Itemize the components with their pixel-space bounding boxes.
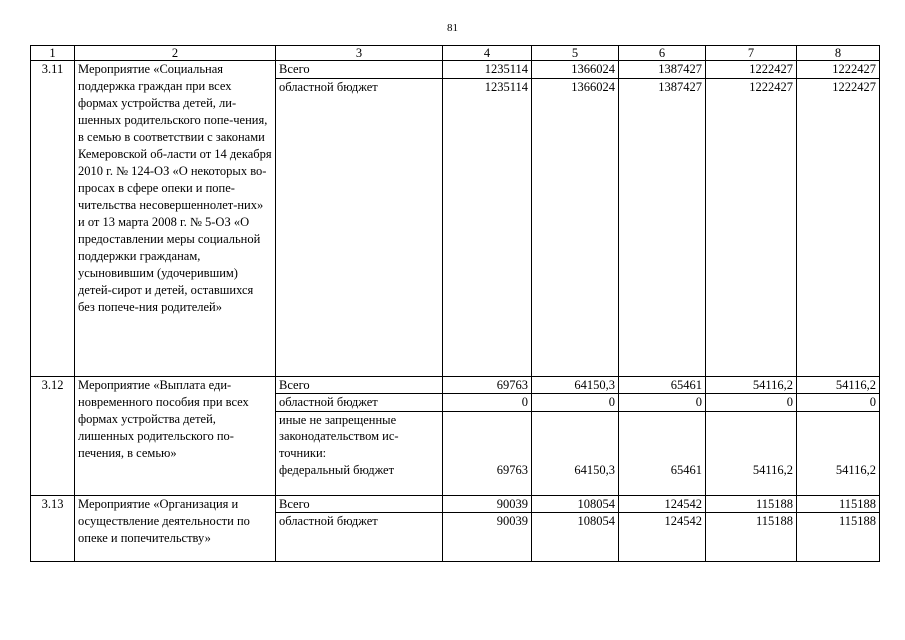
column-header: 1 xyxy=(31,46,75,61)
table-cell: 0 xyxy=(619,394,706,412)
source-name: Всего xyxy=(276,495,443,513)
row-id: 3.11 xyxy=(31,61,75,377)
source-name: федеральный бюджет xyxy=(276,462,443,495)
table-row xyxy=(31,61,880,79)
source-name: областной бюджет xyxy=(276,78,443,376)
table-cell: 1235114 xyxy=(443,78,532,376)
row-description: Мероприятие «Выплата еди-новременного пособия при всех формах устройства детей, лишенных родительского по-печения, в семью» xyxy=(75,376,276,495)
column-header: 6 xyxy=(619,46,706,61)
table-cell: 1222427 xyxy=(797,78,880,376)
table-cell: 54116,2 xyxy=(797,376,880,394)
column-header: 8 xyxy=(797,46,880,61)
table-cell: 54116,2 xyxy=(706,376,797,394)
table-cell: 115188 xyxy=(706,495,797,513)
row-id: 3.13 xyxy=(31,495,75,562)
row-description: Мероприятие «Организация и осуществление деятельности по опеке и попечительству» xyxy=(75,495,276,562)
table-cell: 64150,3 xyxy=(532,376,619,394)
table-cell: 65461 xyxy=(619,376,706,394)
table-cell: 1222427 xyxy=(797,61,880,79)
table-cell: 54116,2 xyxy=(797,462,880,495)
table-cell: 115188 xyxy=(706,513,797,562)
table-cell xyxy=(706,411,797,462)
column-header: 3 xyxy=(276,46,443,61)
table-cell: 54116,2 xyxy=(706,462,797,495)
header-row xyxy=(31,46,880,61)
row-id: 3.12 xyxy=(31,376,75,495)
source-name: иные не запрещенные законодательством ис-точники: xyxy=(276,411,443,462)
table-cell: 108054 xyxy=(532,513,619,562)
source-name: Всего xyxy=(276,376,443,394)
table-cell: 124542 xyxy=(619,495,706,513)
row-description: Мероприятие «Социальная поддержка граждан при всех формах устройства детей, ли-шенных родительского попе-чения, в семью в соответствии с законами Кемеровской об-ласти от 14 декабря 2010 г. № 124-ОЗ «О некоторых во-просах в сфере опеки и попе-чительства несовершеннолет-них» и от 13 марта 2008 г. № 5-ОЗ «О предоставлении меры социальной поддержки гражданам, усыновившим (удочерившим) детей-сирот и детей, оставшихся без попече-ния родителей» xyxy=(75,61,276,377)
table-cell: 69763 xyxy=(443,376,532,394)
column-header: 7 xyxy=(706,46,797,61)
table-cell xyxy=(797,411,880,462)
table-cell: 90039 xyxy=(443,495,532,513)
table-cell: 0 xyxy=(443,394,532,412)
table-cell: 108054 xyxy=(532,495,619,513)
table-cell: 0 xyxy=(532,394,619,412)
table-cell: 1366024 xyxy=(532,78,619,376)
column-header: 5 xyxy=(532,46,619,61)
budget-table xyxy=(30,45,880,562)
table-row xyxy=(31,376,880,394)
source-name: областной бюджет xyxy=(276,394,443,412)
table-cell xyxy=(443,411,532,462)
table-cell: 0 xyxy=(706,394,797,412)
table-cell: 1366024 xyxy=(532,61,619,79)
table-cell: 115188 xyxy=(797,495,880,513)
source-name: Всего xyxy=(276,61,443,79)
table-cell: 1222427 xyxy=(706,61,797,79)
table-cell: 65461 xyxy=(619,462,706,495)
column-header: 4 xyxy=(443,46,532,61)
table-cell: 64150,3 xyxy=(532,462,619,495)
table-row xyxy=(31,495,880,513)
table-cell: 1235114 xyxy=(443,61,532,79)
table-cell: 1222427 xyxy=(706,78,797,376)
table-cell: 69763 xyxy=(443,462,532,495)
table-cell: 115188 xyxy=(797,513,880,562)
table-cell: 90039 xyxy=(443,513,532,562)
table-cell: 1387427 xyxy=(619,78,706,376)
table-cell: 124542 xyxy=(619,513,706,562)
column-header: 2 xyxy=(75,46,276,61)
table-cell: 0 xyxy=(797,394,880,412)
page-number: 81 xyxy=(447,22,458,34)
table-cell xyxy=(619,411,706,462)
table-cell: 1387427 xyxy=(619,61,706,79)
source-name: областной бюджет xyxy=(276,513,443,562)
table-cell xyxy=(532,411,619,462)
